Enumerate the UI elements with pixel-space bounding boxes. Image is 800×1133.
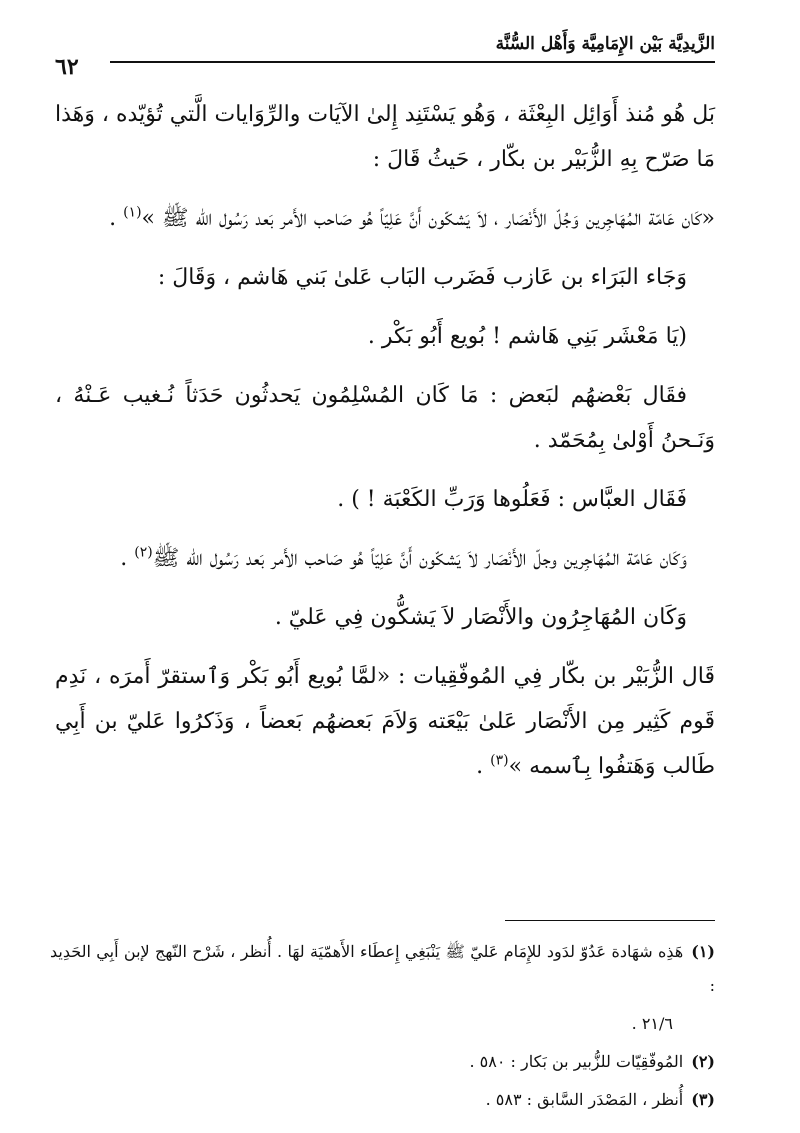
paragraph-7-end: . <box>120 546 135 571</box>
footnote-1-continuation <box>50 1007 715 1041</box>
footnote-ref-2[interactable]: (٢) <box>134 544 153 561</box>
footnotes <box>50 935 715 1121</box>
footnote-3 <box>50 1083 715 1117</box>
footnote-2-number: (٢) <box>691 1052 715 1071</box>
page-number: ٦٢ <box>55 54 79 80</box>
paragraph-8-text: وَكَان المُهَاجِرُون والأَنْصَار لاَ يَشكُّون فِي عَليّ . <box>274 605 687 630</box>
paragraph-2-end: . <box>109 206 124 231</box>
footnote-2-text: المُوفّقِيّات للزُّبير بن بَكار : ٥٨٠ . <box>469 1052 684 1071</box>
paragraph-3 <box>55 255 715 300</box>
paragraph-8 <box>55 595 715 640</box>
footnote-ref-1[interactable]: (١) <box>123 204 142 221</box>
paragraph-6 <box>55 477 715 522</box>
footnote-1 <box>50 935 715 1003</box>
running-header <box>55 34 715 80</box>
paragraph-4-text: (يَا مَعْشَر بَنِي هَاشم ! بُويع أَبُو بَكْر . <box>367 324 687 349</box>
paragraph-1-text: بَل هُو مُنذ أَوَائِل البِعْثَة ، وَهُو يَسْتَنِد إِلىٰ الآيَات والرِّوَايات الَّتي تُؤيّده ، وَهَذا مَا صَرّح بِهِ الزُّبَيْر بن بكّار ، حَيثُ قَالَ : <box>55 102 715 172</box>
paragraph-9 <box>55 654 715 789</box>
paragraph-1 <box>55 92 715 182</box>
paragraph-4 <box>55 314 715 359</box>
paragraph-5 <box>55 373 715 463</box>
running-title: الزَّيدِيَّة بَيْن الإِمَامِيَّة وَأَهْل السُّنَّة <box>495 34 715 54</box>
footnote-ref-3[interactable]: (٣) <box>490 752 509 769</box>
paragraph-6-text: فَقَال العبَّاس : فَعَلُوها وَرَبِّ الكَعْبَة ! ) . <box>337 487 687 512</box>
footnote-1-text: هَذِه شهَادة عَدُوّ لدَود للإِمَام عَليّ ﷺ يَنْبَغِي إِعطَاء الأَهمّيَة لهَا . أُنظر ، شَرْح النّهج لإبن أَبِي الحَدِيد : <box>50 942 715 995</box>
header-rule <box>110 61 715 63</box>
paragraph-7 <box>55 536 715 581</box>
footnote-1-continuation-text: ٢١/٦ . <box>631 1014 673 1033</box>
paragraph-2 <box>55 196 715 241</box>
paragraph-2-text: «كَان عَامّة المُهَاجِرين وَجُلّ الأَنْصَار ، لاَ يَشكّون أَنَّ عَلِيّاً هُو صَاحب الأَمر بَعد رَسُول الله ﷺ » <box>141 206 715 231</box>
footnote-3-number: (٣) <box>691 1090 715 1109</box>
paragraph-9-text: قَال الزُّبَيْر بن بكّار فِي المُوفّقِيات : «لمَّا بُويع أَبُو بَكْر وَٱستقرّ أَمرَه ، نَدِم قَوم كَثِير مِن الأَنْصَار عَلىٰ بَيْعَته وَلاَمَ بَعضهُم بَعضاً ، وَذَكرُوا عَليّ بن أَبِي طَالب وَهَتفُوا بِٱسمه » <box>55 664 715 779</box>
footnote-1-number: (١) <box>691 942 715 961</box>
footnote-2 <box>50 1045 715 1079</box>
paragraph-9-end: . <box>476 754 491 779</box>
footnote-3-text: أُنظر ، المَصْدَر السَّابق : ٥٨٣ . <box>485 1090 684 1109</box>
body-text <box>55 92 715 803</box>
paragraph-7-text: وَكَان عَامّة المُهَاجِرين وجلّ الأَنْصَار لاَ يَشكّون أَنَّ عَلِيّاً هُو صَاحب الأَمر بَعد رَسُول الله ﷺ <box>152 546 687 571</box>
paragraph-3-text: وَجَاء البَرَاء بن عَازب فَضَرب البَاب عَلىٰ بَني هَاشم ، وَقَالَ : <box>157 265 687 290</box>
paragraph-5-text: فقَال بَعْضهُم لبَعض : مَا كَان المُسْلِمُون يَحدثُون حَدَثاً نُـغيب عَـنْهُ ، وَنَـحنُ أَوْلىٰ بِمُحَمّد . <box>55 383 715 453</box>
footnote-separator <box>505 920 715 921</box>
